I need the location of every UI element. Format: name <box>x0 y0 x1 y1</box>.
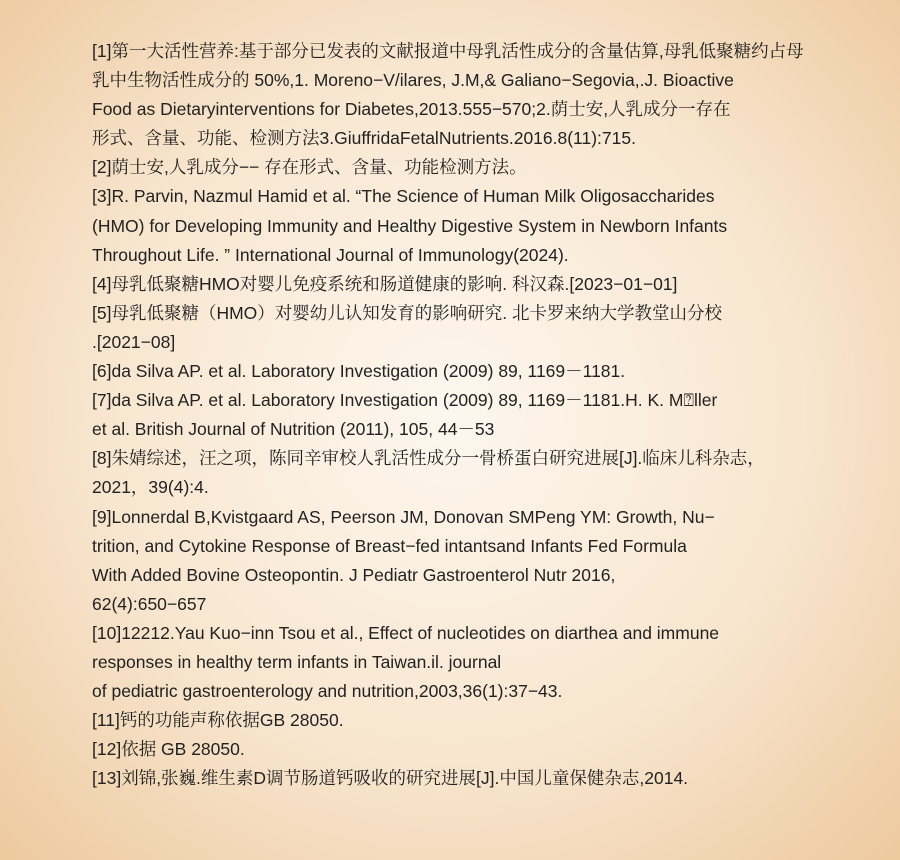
reference-line: of pediatric gastroenterology and nutrition,2003,36(1):37−43. <box>92 681 563 702</box>
reference-line: [5]母乳低聚糖（HMO）对婴幼儿认知发育的影响研究. 北卡罗来纳大学教堂山分校 <box>92 302 723 323</box>
reference-line: [3]R. Parvin, Nazmul Hamid et al. “The Science of Human Milk Oligosaccharides <box>92 186 715 207</box>
reference-list <box>92 37 832 793</box>
reference-line: [6]da Silva AP. et al. Laboratory Investigation (2009) 89, 1169－1181. <box>92 361 626 382</box>
reference-line: 乳中生物活性成分的 50%,1. Moreno−V/ilares, J.M,& Galiano−Segovia,.J. Bioactive <box>92 70 734 91</box>
reference-line: [10]12212.Yau Kuo−inn Tsou et al., Effect of nucleotides on diarthea and immune <box>92 622 720 643</box>
reference-line: 形式、含量、功能、检测方法3.GiuffridaFetalNutrients.2016.8(11):715. <box>92 128 636 149</box>
reference-line: trition, and Cytokine Response of Breast−fed intantsand Infants Fed Formula <box>92 535 687 556</box>
reference-line: [13]刘锦,张巍.维生素D调节肠道钙吸收的研究进展[J].中国儿童保健杂志,2014. <box>92 768 689 789</box>
reference-line: With Added Bovine Osteopontin. J Pediatr Gastroenterol Nutr 2016, <box>92 564 616 585</box>
reference-line: [4]母乳低聚糖HMO对婴儿免疫系统和肠道健康的影响. 科汉森.[2023−01−01] <box>92 273 678 294</box>
reference-line: [1]第一大活性营养:基于部分已发表的文献报道中母乳活性成分的含量估算,母乳低聚糖约占母 <box>92 41 804 61</box>
reference-line: 62(4):650−657 <box>92 593 207 614</box>
reference-line: [7]da Silva AP. et al. Laboratory Investigation (2009) 89, 1169－1181.H. K. M⍰ller <box>92 390 718 411</box>
reference-line: responses in healthy term infants in Taiwan.il. journal <box>92 651 502 672</box>
reference-line: et al. British Journal of Nutrition (2011), 105, 44－53 <box>92 419 495 440</box>
reference-line: .[2021−08] <box>92 331 176 352</box>
reference-line: Throughout Life. ” International Journal of Immunology(2024). <box>92 244 569 265</box>
reference-line: [9]Lonnerdal B,Kvistgaard AS, Peerson JM, Donovan SMPeng YM: Growth, Nu− <box>92 506 715 527</box>
reference-line: [12]依据 GB 28050. <box>92 739 245 760</box>
reference-line: [11]钙的功能声称依据GB 28050. <box>92 710 344 731</box>
reference-line: Food as Dietaryinterventions for Diabetes,2013.555−570;2.荫士安,人乳成分一存在 <box>92 99 731 120</box>
reference-line: (HMO) for Developing Immunity and Healthy Digestive System in Newborn Infants <box>92 215 728 236</box>
reference-line: [2]荫士安,人乳成分−− 存在形式、含量、功能检测方法。 <box>92 157 527 178</box>
reference-line: 2021，39(4):4. <box>92 477 209 498</box>
reference-line: [8]朱婧综述，汪之项，陈同辛审校人乳活性成分一骨桥蛋白研究进展[J].临床儿科杂志， <box>92 448 765 469</box>
